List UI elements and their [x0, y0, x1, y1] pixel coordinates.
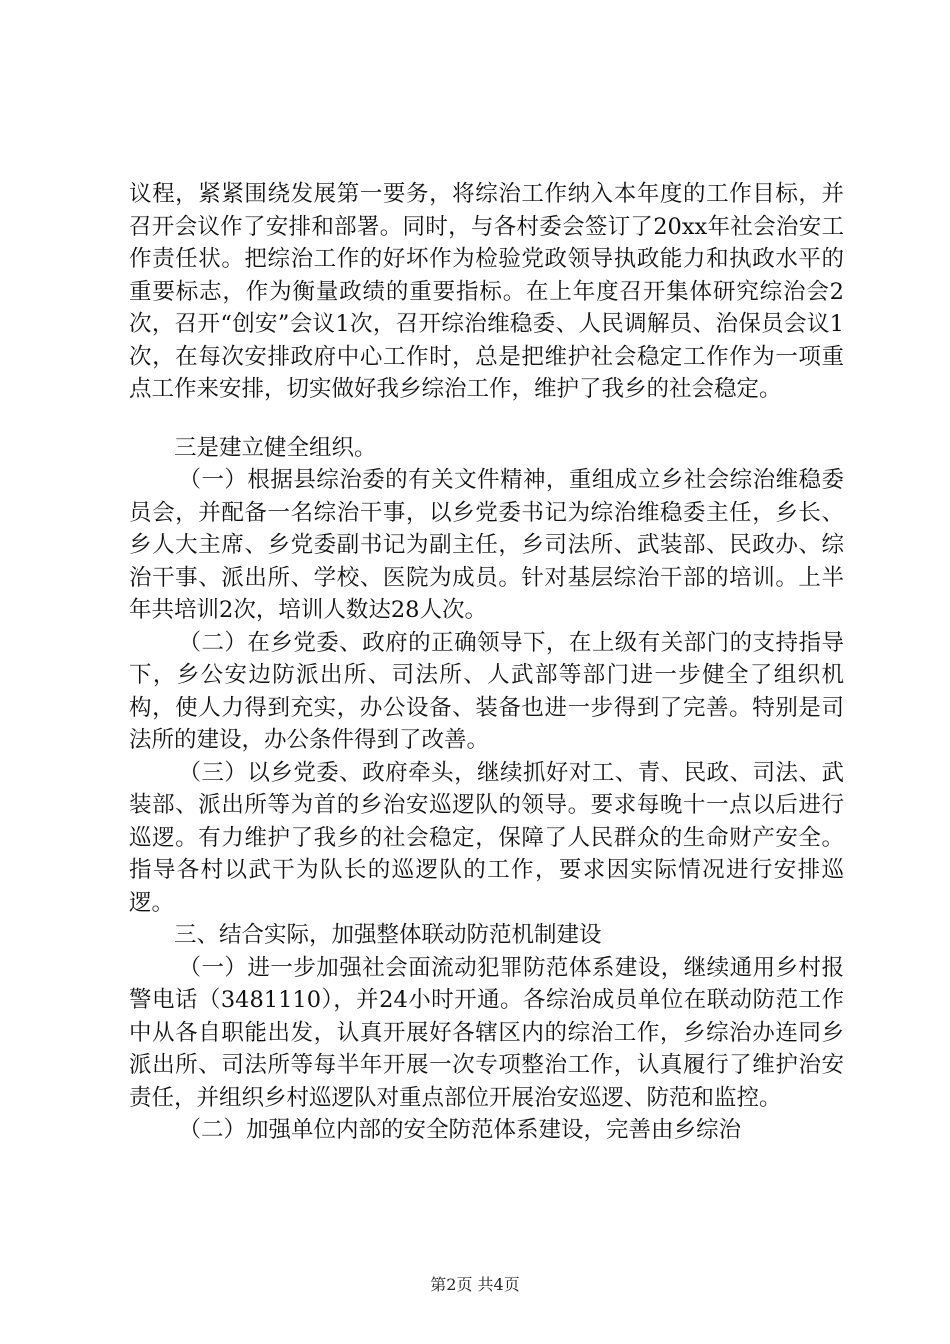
- paragraph-item-5: （二）加强单位内部的安全防范体系建设，完善由乡综治: [178, 1117, 742, 1143]
- paragraph-section-heading: 三是建立健全组织。: [174, 434, 377, 461]
- paragraph-continuation: 议程，紧紧围绕发展第一要务，将综治工作纳入本年度的工作目标，并召开会议作了安排和部署。同时，与各村委会签订了20xx年社会治安工作责任状。把综治工作的好坏作为检验党政领导执政能力和执政水平的重要标志，作为衡量政绩的重要指标。在上年度召开集体研究综治会2次，召开“创安”会议1次，召开综治维稳委、人民调解员、治保员会议1次，在每次安排政府中心工作时，总是把维护社会稳定工作作为一项重点工作来安排，切实做好我乡综治工作，维护了我乡的社会稳定。: [129, 181, 844, 402]
- document-body: [129, 178, 844, 1147]
- paragraph-section-three-heading: 三、结合实际，加强整体联动防范机制建设: [174, 922, 602, 948]
- paragraph-item-4: （一）进一步加强社会面流动犯罪防范体系建设，继续通用乡村报警电话（3481110），并24小时开通。各综治成员单位在联动防范工作中从各自职能出发，认真开展好各辖区内的综治工作，乡综治办连同乡派出所、司法所等每半年开展一次专项整治工作，认真履行了维护治安责任，并组织乡村巡逻队对重点部位开展治安巡逻、防范和监控。: [129, 954, 844, 1111]
- paragraph-item-3: （三）以乡党委、政府牵头，继续抓好对工、青、民政、司法、武装部、派出所等为首的乡治安巡逻队的领导。要求每晚十一点以后进行巡逻。有力维护了我乡的社会稳定，保障了人民群众的生命财产安全。指导各村以武干为队长的巡逻队的工作，要求因实际情况进行安排巡逻。: [129, 759, 844, 916]
- page-footer: 第2页 共4页: [430, 1275, 520, 1294]
- paragraph-item-1: （一）根据县综治委的有关文件精神，重组成立乡社会综治维稳委员会，并配备一名综治干事，以乡党委书记为综治维稳委主任，乡长、乡人大主席、乡党委副书记为副主任，乡司法所、武装部、民政办、综治干事、派出所、学校、医院为成员。针对基层综治干部的培训。上半年共培训2次，培训人数达28人次。: [129, 467, 844, 623]
- paragraph-item-2: （二）在乡党委、政府的正确领导下，在上级有关部门的支持指导下，乡公安边防派出所、司法所、人武部等部门进一步健全了组织机构，使人力得到充实，办公设备、装备也进一步得到了完善。特别是司法所的建设，办公条件得到了改善。: [129, 629, 844, 753]
